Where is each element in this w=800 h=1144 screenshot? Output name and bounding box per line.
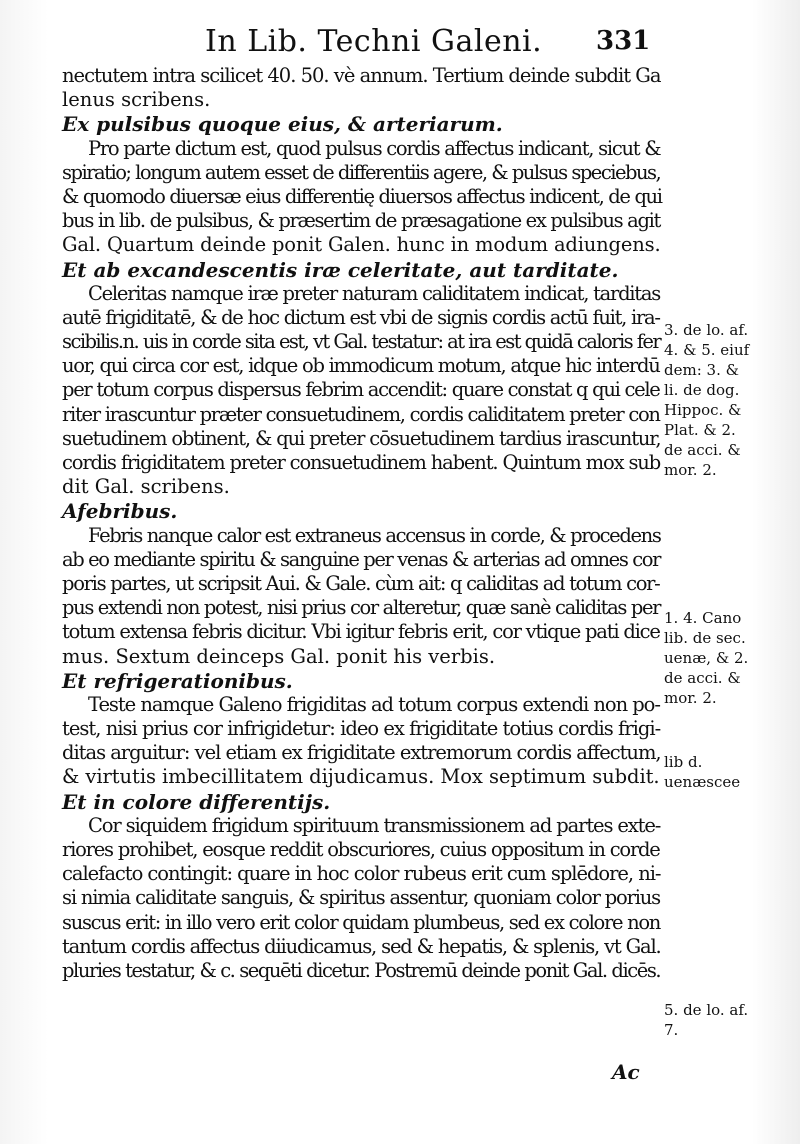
margin-note-1 bbox=[664, 320, 749, 480]
margin-note-4 bbox=[664, 1000, 748, 1040]
text-line: autē frigiditatē, & de hoc dictum est vbi de signis cordis actū fuit, ira- bbox=[62, 305, 660, 329]
text-line: cordis frigiditatem preter consuetudinem habent. Quintum mox sub bbox=[62, 451, 661, 474]
text-line: suscus erit: in illo vero erit color quidam plumbeus, sed ex colore non bbox=[62, 910, 661, 934]
text-line: nectutem intra scilicet 40. 50. vè annum. Tertium deinde subdit Ga bbox=[62, 64, 661, 87]
text-line: riter irascuntur præter consuetudinem, cordis caliditatem preter con bbox=[62, 402, 660, 426]
running-header: In Lib. Techni Galeni. bbox=[205, 24, 543, 59]
text-line: spiratio; longum autem esset de differentiis agere, & pulsus speciebus, bbox=[62, 160, 661, 184]
text-line: uor, qui circa cor est, idque ob immodicum motum, atque hic interdū bbox=[62, 354, 660, 378]
text-line: mus. Sextum deinceps Gal. ponit his verbis. bbox=[62, 644, 496, 668]
text-line: & virtutis imbecillitatem dijudicamus. Mox septimum subdit. bbox=[62, 765, 660, 789]
section-heading: Afebribus. bbox=[62, 499, 178, 524]
text-line: Pro parte dictum est, quod pulsus cordis affectus indicant, sicut & bbox=[88, 136, 661, 160]
margin-note-line: mor. 2. bbox=[664, 689, 717, 707]
text-line: pluries testatur, & c. sequēti dicetur. Postremū deinde ponit Gal. dicēs. bbox=[62, 958, 661, 982]
margin-note-line: uenæ, & 2. bbox=[664, 649, 749, 667]
page-number: 331 bbox=[596, 26, 651, 56]
text-line: calefacto contingit: quare in hoc color rubeus erit cum splēdore, ni- bbox=[62, 862, 661, 886]
catchword: Ac bbox=[612, 1060, 640, 1084]
margin-note-2 bbox=[664, 608, 748, 708]
text-line: tantum cordis affectus diiudicamus, sed & hepatis, & splenis, vt Gal. bbox=[62, 934, 661, 958]
margin-note-line: 7. bbox=[664, 1021, 679, 1039]
margin-note-line: dem: 3. & bbox=[664, 361, 739, 379]
section-heading: Ex pulsibus quoque eius, & arteriarum. bbox=[62, 112, 503, 137]
text-line: riores prohibet, eosque reddit obscuriores, cuius oppositum in corde bbox=[62, 838, 660, 861]
section-heading: Et ab excandescentis iræ celeritate, aut tarditate. bbox=[62, 257, 619, 282]
margin-note-line: Hippoc. & bbox=[664, 401, 742, 419]
text-line: si nimia caliditate sanguis, & spiritus assentur, quoniam color porius bbox=[62, 886, 660, 910]
text-line: pus extendi non potest, nisi prius cor alteretur, quæ sanè caliditas per bbox=[62, 596, 661, 620]
section-heading: Et in colore differentijs. bbox=[62, 789, 331, 814]
margin-note-line: uenæscee bbox=[664, 773, 741, 791]
margin-note-line: lib d. bbox=[664, 753, 703, 771]
text-line: Gal. Quartum deinde ponit Galen. hunc in modum adiungens. bbox=[62, 233, 661, 257]
margin-note-line: de acci. & bbox=[664, 441, 741, 459]
text-line: & quomodo diuersæ eius differentię diuersos affectus indicent, de qui bbox=[62, 184, 662, 208]
margin-note-line: 5. de lo. af. bbox=[664, 1001, 749, 1019]
margin-note-line: li. de dog. bbox=[664, 381, 740, 399]
margin-note-line: 1. 4. Cano bbox=[664, 609, 742, 627]
text-line: Celeritas namque iræ preter naturam caliditatem indicat, tarditas bbox=[88, 281, 660, 305]
margin-note-line: Plat. & 2. bbox=[664, 421, 736, 439]
text-line: Cor siquidem frigidum spirituum transmissionem ad partes exte- bbox=[88, 813, 661, 837]
text-line: test, nisi prius cor infrigidetur: ideo ex frigiditate totius cordis frigi- bbox=[62, 717, 661, 741]
text-line: bus in lib. de pulsibus, & præsertim de præsagatione ex pulsibus agit bbox=[62, 209, 661, 233]
margin-note-line: 4. & 5. eiuf bbox=[664, 341, 750, 359]
text-line: suetudinem obtinent, & qui preter cōsuetudinem tardius irascuntur, bbox=[62, 426, 661, 450]
text-line: poris partes, ut scripsit Aui. & Gale. cùm ait: q caliditas ad totum cor- bbox=[62, 571, 660, 595]
section-heading: Et refrigerationibus. bbox=[62, 668, 293, 693]
margin-note-line: 3. de lo. af. bbox=[664, 321, 749, 339]
text-line: per totum corpus dispersus febrim accendit: quare constat q qui cele bbox=[62, 378, 660, 402]
main-text-block bbox=[62, 64, 660, 983]
text-line: lenus scribens. bbox=[62, 88, 211, 112]
margin-note-3 bbox=[664, 752, 740, 792]
text-line: totum extensa febris dicitur. Vbi igitur febris erit, cor vtique pati dice bbox=[62, 620, 660, 644]
margin-note-line: mor. 2. bbox=[664, 461, 717, 479]
text-line: ditas arguitur: vel etiam ex frigiditate extremorum cordis affectum, bbox=[62, 741, 661, 765]
text-line: Teste namque Galeno frigiditas ad totum corpus extendi non po- bbox=[88, 692, 660, 716]
text-line: dit Gal. scribens. bbox=[62, 475, 230, 499]
margin-note-line: lib. de sec. bbox=[664, 629, 746, 647]
text-line: Febris nanque calor est extraneus accensus in corde, & procedens bbox=[88, 523, 661, 547]
margin-note-line: de acci. & bbox=[664, 669, 741, 687]
text-line: scibilis.n. uis in corde sita est, vt Gal. testatur: at ira est quidā caloris fer bbox=[62, 330, 661, 354]
text-line: ab eo mediante spiritu & sanguine per venas & arterias ad omnes cor bbox=[62, 547, 661, 571]
